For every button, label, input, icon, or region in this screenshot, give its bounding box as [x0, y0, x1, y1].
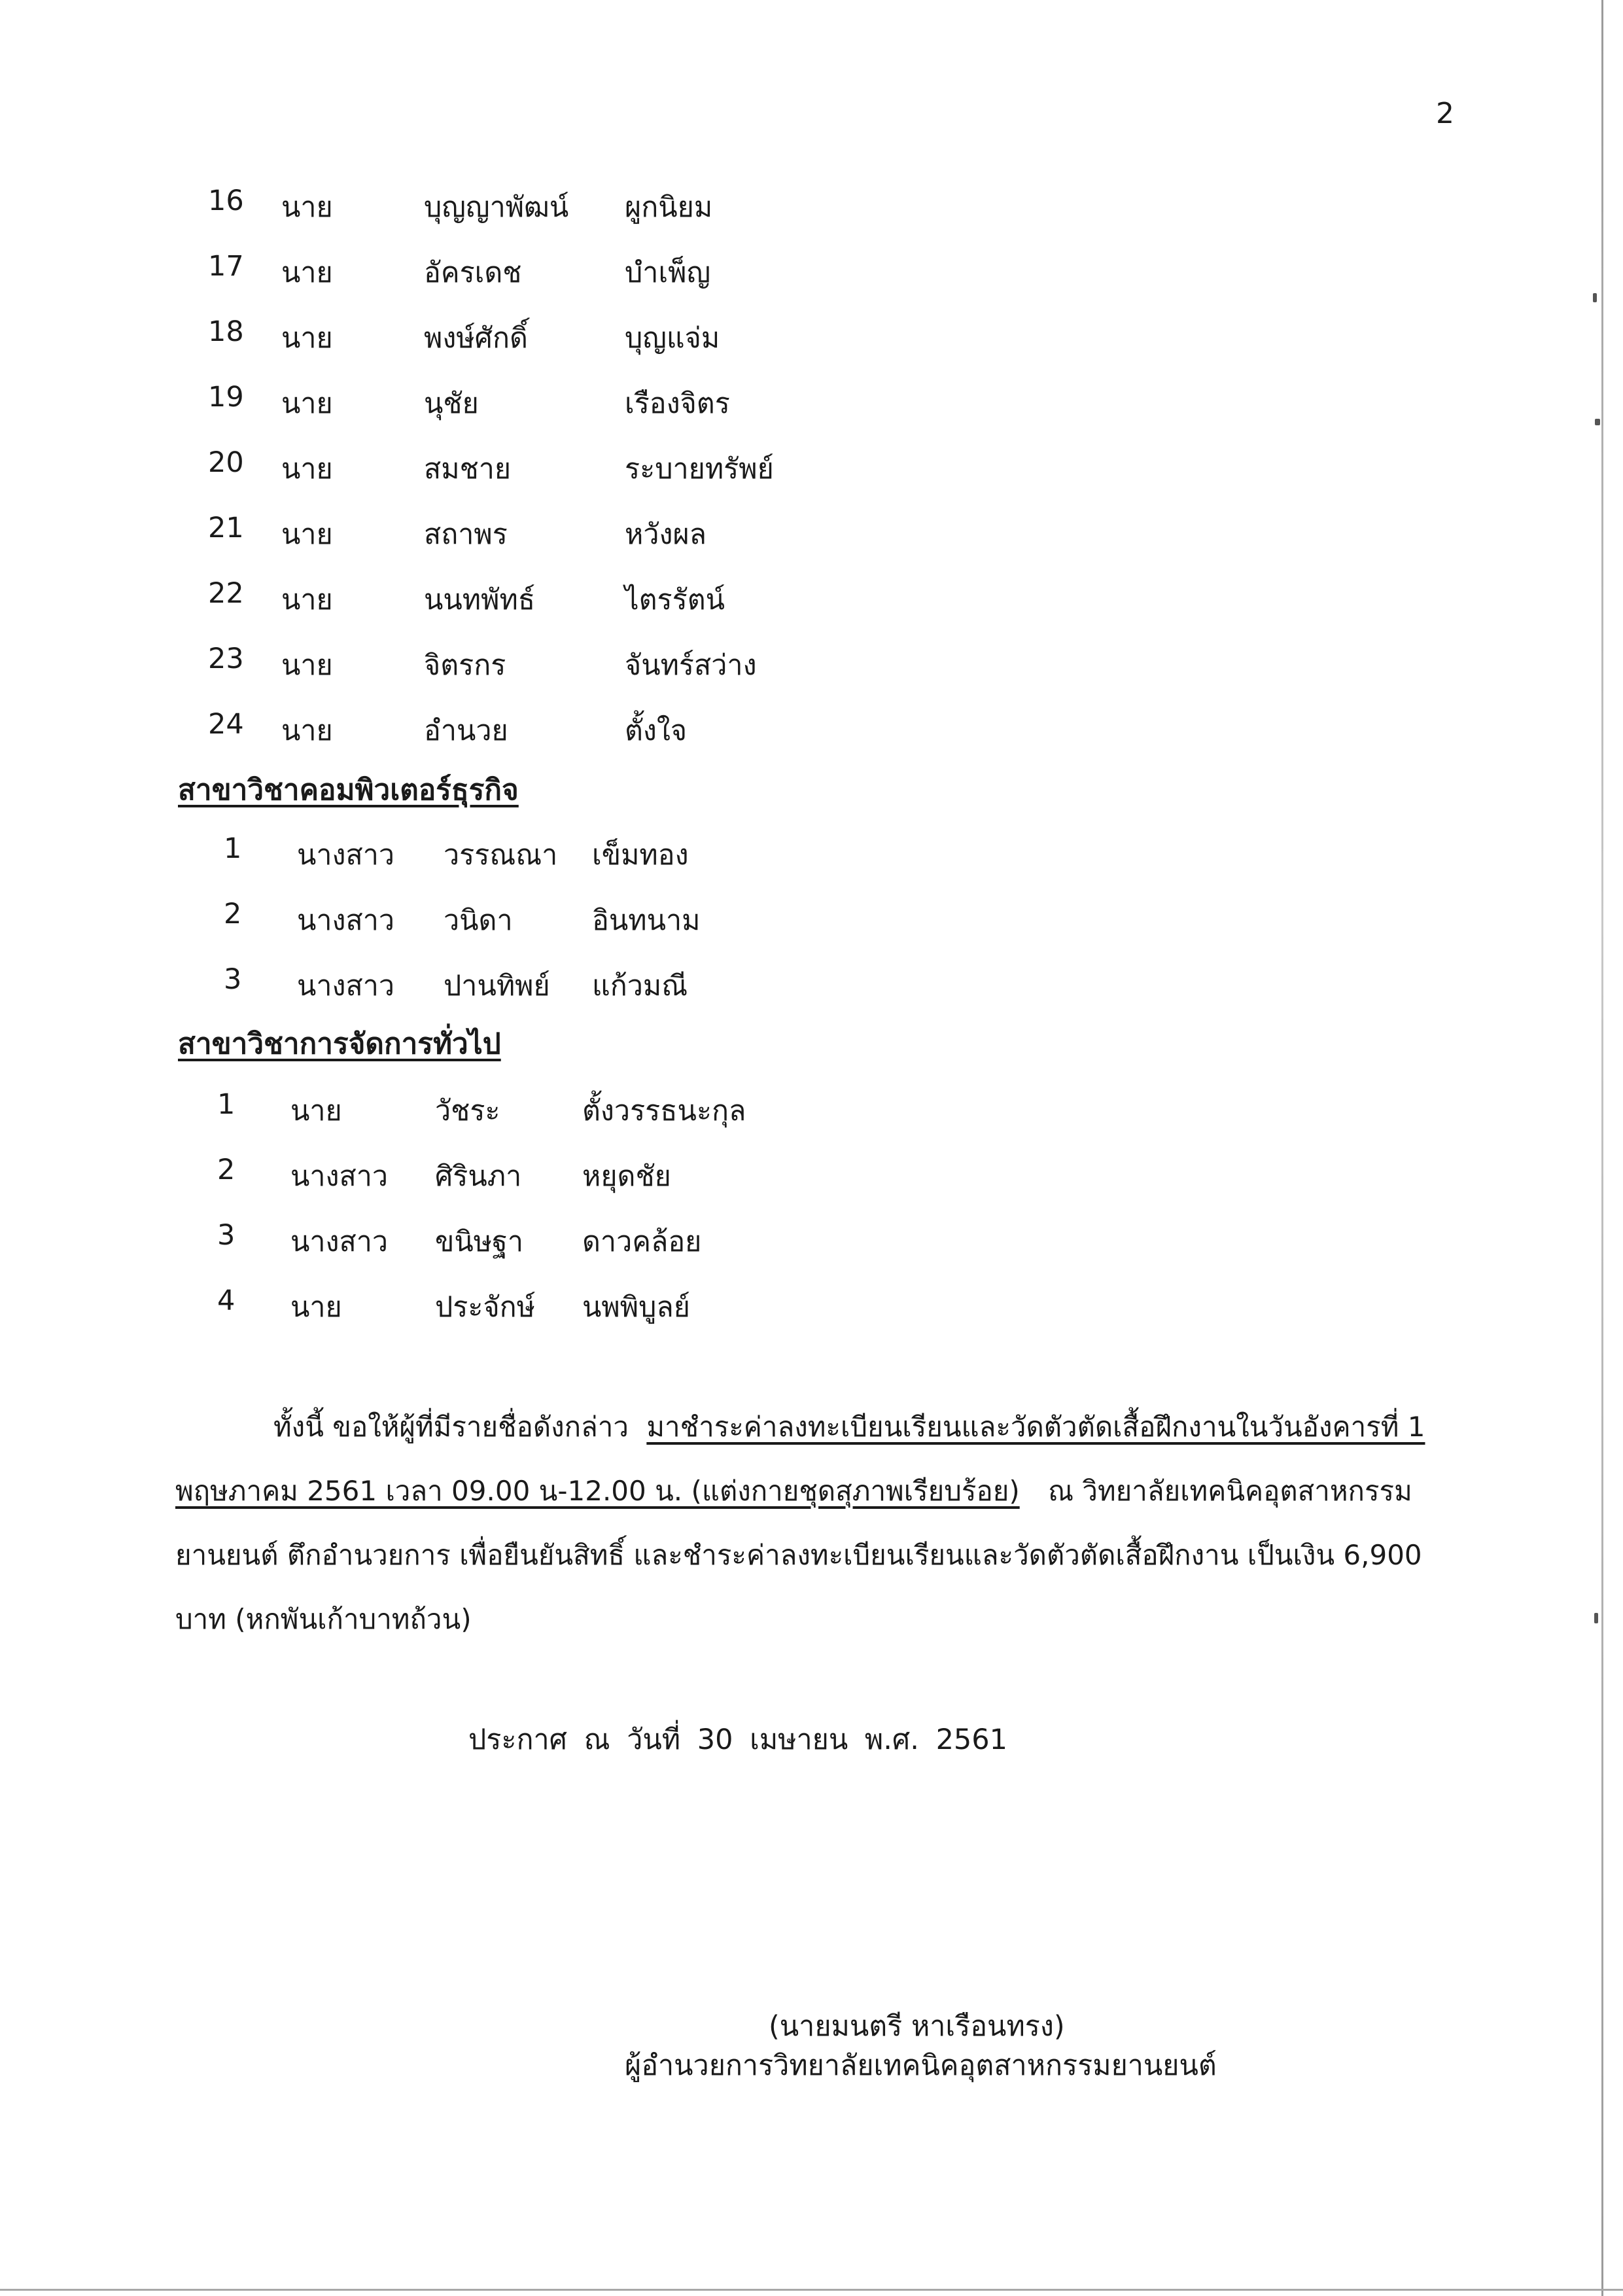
row-last-name: ดาวคล้อย — [582, 1226, 702, 1258]
row-last-name: นพพิบูลย์ — [582, 1291, 690, 1324]
row-title: นาย — [290, 1291, 342, 1324]
row-number: 2 — [224, 898, 242, 930]
list-item — [0, 898, 1596, 937]
row-number: 22 — [208, 577, 244, 610]
row-title: นางสาว — [290, 1226, 389, 1258]
notice-line-4: บาท (หกพันเก้าบาทถ้วน) — [175, 1603, 472, 1635]
list-item — [0, 1284, 1596, 1324]
row-number: 1 — [217, 1088, 236, 1121]
row-first-name: บุญญาพัฒน์ — [424, 191, 569, 224]
row-first-name: ประจักษ์ — [435, 1291, 536, 1324]
row-first-name: สถาพร — [424, 518, 508, 551]
scan-edge — [0, 2289, 1623, 2291]
row-first-name: สมชาย — [424, 453, 512, 486]
notice-emphasis: พฤษภาคม 2561 เวลา 09.00 น-12.00 น. (แต่งกายชุดสุภาพเรียบร้อย) — [175, 1475, 1020, 1507]
row-last-name: เรืองจิตร — [625, 387, 730, 420]
row-title: นาย — [281, 322, 333, 355]
row-last-name: เข็มทอง — [592, 839, 689, 872]
list-item — [0, 185, 1596, 224]
list-item — [0, 381, 1596, 420]
row-first-name: ขนิษฐา — [435, 1226, 524, 1258]
row-last-name: หยุดชัย — [582, 1160, 671, 1193]
row-first-name: วรรณณา — [444, 839, 558, 872]
list-item — [0, 1219, 1596, 1258]
notice-line-3: ยานยนต์ ตึกอำนวยการ เพื่อยืนยันสิทธิ์ และชำระค่าลงทะเบียนเรียนและวัดตัวตัดเสื้อฝึกงาน เป็นเงิน 6,900 — [175, 1539, 1422, 1571]
row-number: 23 — [208, 643, 244, 675]
row-number: 24 — [208, 708, 244, 741]
row-number: 16 — [208, 185, 244, 217]
row-title: นาย — [281, 191, 333, 224]
row-number: 17 — [208, 250, 244, 283]
row-first-name: วัชระ — [435, 1095, 500, 1127]
row-last-name: จันทร์สว่าง — [625, 649, 757, 682]
row-number: 20 — [208, 446, 244, 479]
row-number: 21 — [208, 512, 244, 544]
notice-text: ณ วิทยาลัยเทคนิคอุตสาหกรรม — [1048, 1475, 1412, 1507]
row-title: นาย — [281, 715, 333, 747]
row-last-name: บำเพ็ญ — [625, 256, 711, 289]
scan-speck — [1594, 1613, 1598, 1623]
notice-emphasis: มาชำระค่าลงทะเบียนเรียนและวัดตัวตัดเสื้อฝึกงานในวันอังคารที่ 1 — [646, 1411, 1425, 1443]
row-last-name: ผูกนิยม — [625, 191, 713, 224]
row-first-name: จิตรกร — [424, 649, 506, 682]
announcement-date: ประกาศ ณ วันที่ 30 เมษายน พ.ศ. 2561 — [468, 1723, 1007, 1756]
list-item — [0, 832, 1596, 872]
row-title: นาย — [290, 1095, 342, 1127]
signer-name: (นายมนตรี หาเรือนทรง) — [769, 2010, 1065, 2043]
list-item — [0, 250, 1596, 289]
scan-edge — [1601, 0, 1603, 2296]
list-item — [0, 315, 1596, 355]
row-title: นางสาว — [297, 839, 395, 872]
row-last-name: หวังผล — [625, 518, 707, 551]
row-number: 3 — [224, 963, 242, 996]
list-item — [0, 708, 1596, 747]
notice-line-2 — [175, 1470, 1412, 1513]
row-title: นาย — [281, 387, 333, 420]
section-heading-business-computer: สาขาวิชาคอมพิวเตอร์ธุรกิจ — [178, 773, 519, 807]
row-number: 3 — [217, 1219, 236, 1252]
section-heading-general-management: สาขาวิชาการจัดการทั่วไป — [178, 1027, 501, 1061]
notice-text: ทั้งนี้ ขอให้ผู้ที่มีรายชื่อดังกล่าว — [273, 1411, 629, 1443]
row-last-name: ตั้งวรรธนะกุล — [582, 1095, 746, 1127]
row-title: นางสาว — [297, 904, 395, 937]
row-first-name: อำนวย — [424, 715, 508, 747]
row-title: นาย — [281, 453, 333, 486]
list-item — [0, 512, 1596, 551]
row-first-name: อัครเดช — [424, 256, 522, 289]
row-last-name: บุญแจ่ม — [625, 322, 720, 355]
page-number: 2 — [1436, 97, 1454, 130]
row-title: นาย — [281, 649, 333, 682]
row-number: 18 — [208, 315, 244, 348]
row-number: 1 — [224, 832, 242, 865]
row-last-name: ไตรรัตน์ — [625, 584, 725, 616]
list-item — [0, 446, 1596, 486]
row-first-name: ศิรินภา — [435, 1160, 522, 1193]
row-title: นาย — [281, 518, 333, 551]
row-first-name: ปานทิพย์ — [444, 970, 550, 1002]
row-last-name: อินทนาม — [592, 904, 701, 937]
notice-line-1 — [273, 1405, 1425, 1449]
row-first-name: นนทพัทธ์ — [424, 584, 536, 616]
row-title: นาย — [281, 584, 333, 616]
row-number: 19 — [208, 381, 244, 414]
list-item — [0, 577, 1596, 616]
list-item — [0, 1154, 1596, 1193]
row-title: นางสาว — [290, 1160, 389, 1193]
row-first-name: พงษ์ศักดิ์ — [424, 322, 528, 355]
row-number: 2 — [217, 1154, 236, 1186]
row-title: นางสาว — [297, 970, 395, 1002]
row-title: นาย — [281, 256, 333, 289]
row-last-name: ระบายทรัพย์ — [625, 453, 774, 486]
list-item — [0, 1088, 1596, 1127]
row-first-name: นุชัย — [424, 387, 479, 420]
list-item — [0, 963, 1596, 1002]
row-last-name: แก้วมณี — [592, 970, 688, 1002]
row-first-name: วนิดา — [444, 904, 513, 937]
scan-speck — [1593, 293, 1597, 302]
row-last-name: ตั้งใจ — [625, 715, 688, 747]
row-number: 4 — [217, 1284, 236, 1317]
signer-position: ผู้อำนวยการวิทยาลัยเทคนิคอุตสาหกรรมยานยนต์ — [625, 2049, 1217, 2082]
list-item — [0, 643, 1596, 682]
